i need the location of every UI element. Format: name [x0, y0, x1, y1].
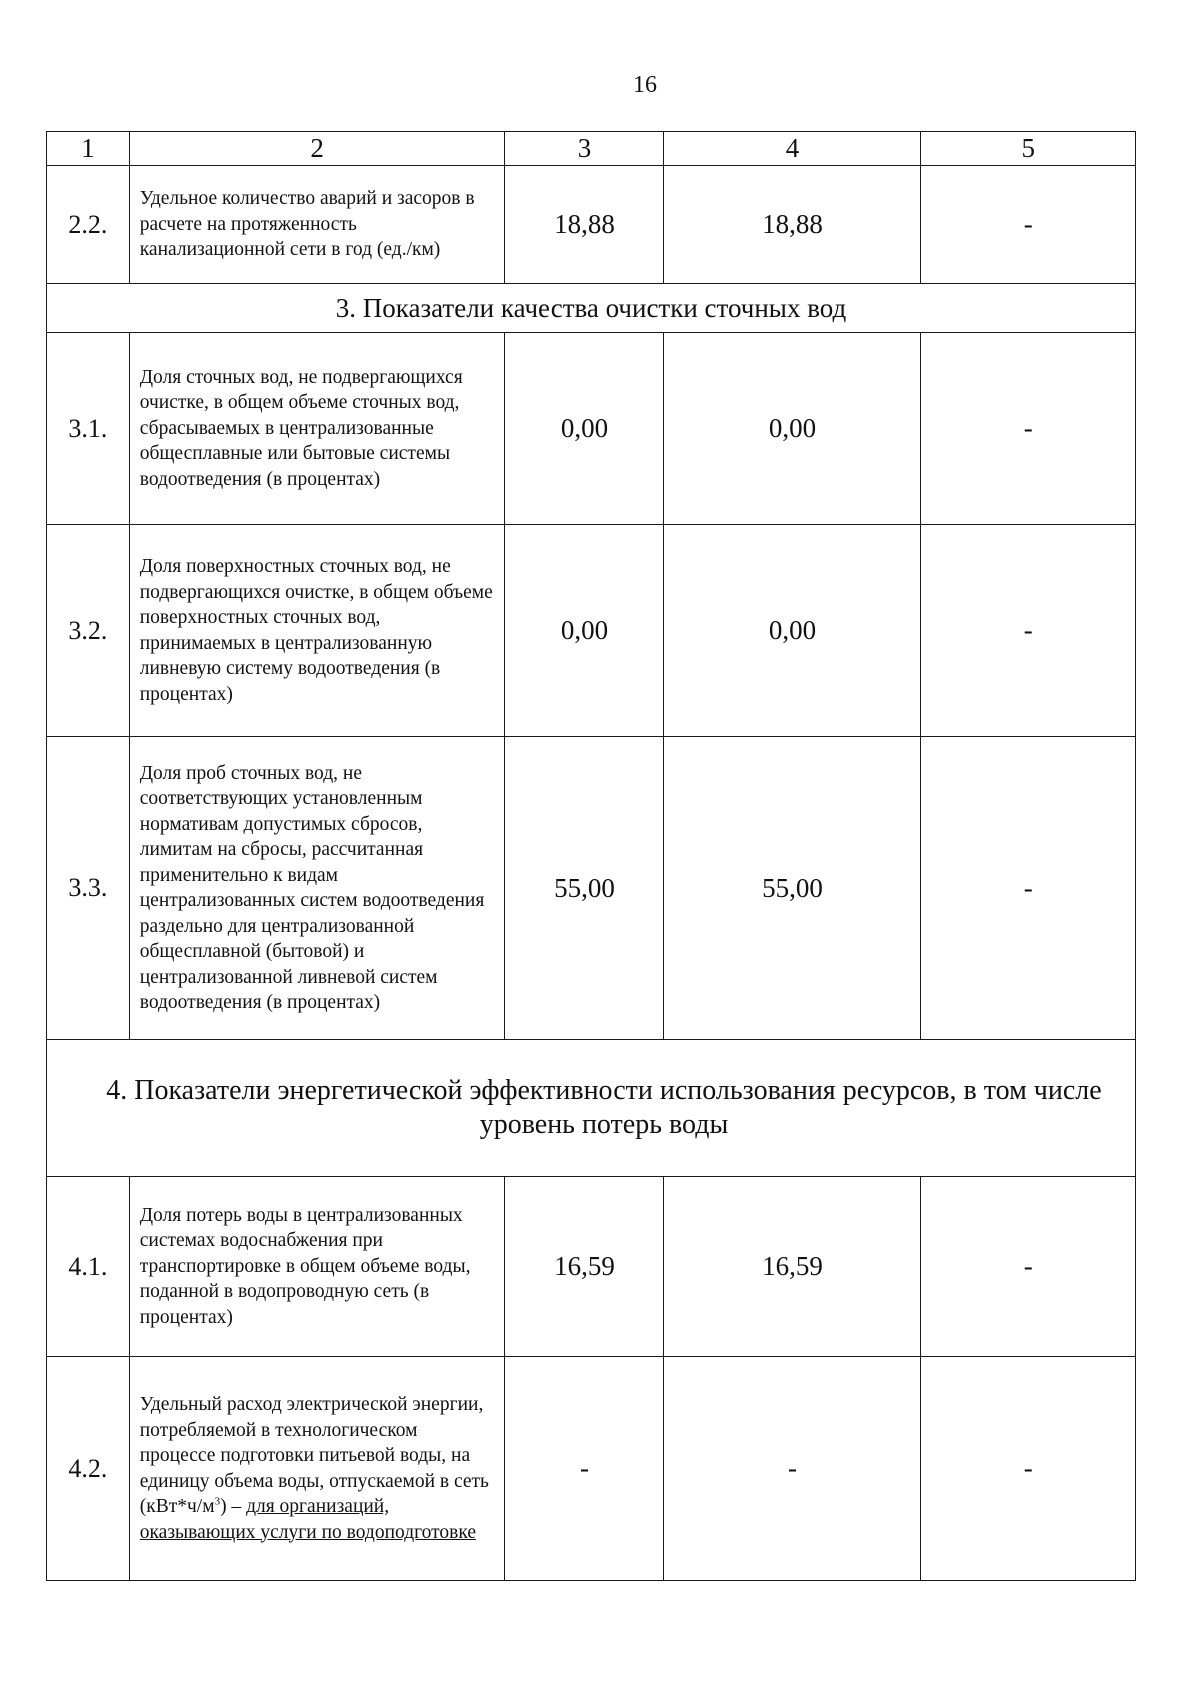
table-row: [47, 1177, 1136, 1357]
row-description: [129, 1357, 505, 1581]
table-row: [47, 333, 1136, 525]
row-value-col4: 0,00: [664, 333, 921, 525]
row-value-col3: 55,00: [505, 737, 664, 1040]
row-value-col4: 18,88: [664, 166, 921, 284]
column-header-1: 1: [47, 132, 130, 166]
section-title: 4. Показатели энергетической эффективности использования ресурсов, в том числе уровень потерь воды: [47, 1040, 1136, 1177]
row-description: Доля сточных вод, не подвергающихся очистке, в общем объеме сточных вод, сбрасываемых в централизованные общесплавные или бытовые системы водоотведения (в процентах): [129, 333, 505, 525]
section-row: [47, 284, 1136, 333]
row-value-col5: -: [921, 1357, 1136, 1581]
superscript: 3: [214, 1495, 221, 1508]
row-number: 4.2.: [47, 1357, 130, 1581]
row-description-underlined: для организаций, оказывающих услуги по водоподготовке: [139, 1496, 476, 1543]
row-value-col5: -: [921, 1177, 1136, 1357]
row-value-col5: -: [921, 166, 1136, 284]
row-value-col5: -: [921, 525, 1136, 737]
row-value-col5: -: [921, 333, 1136, 525]
row-description: Доля поверхностных сточных вод, не подвергающихся очистке, в общем объеме поверхностных сточных вод, принимаемых в централизованную ливневую систему водоотведения (в процентах): [129, 525, 505, 737]
row-number: 2.2.: [47, 166, 130, 284]
row-value-col3: 16,59: [505, 1177, 664, 1357]
row-value-col3: 0,00: [505, 525, 664, 737]
column-header-3: 3: [505, 132, 664, 166]
row-number: 3.3.: [47, 737, 130, 1040]
row-value-col4: 16,59: [664, 1177, 921, 1357]
row-number: 4.1.: [47, 1177, 130, 1357]
table-row: [47, 1357, 1136, 1581]
section-row: [47, 1040, 1136, 1177]
row-value-col4: 0,00: [664, 525, 921, 737]
row-value-col3: 0,00: [505, 333, 664, 525]
column-header-2: 2: [129, 132, 505, 166]
row-value-col4: -: [664, 1357, 921, 1581]
row-description-tail: ) –: [220, 1496, 247, 1517]
table-row: [47, 525, 1136, 737]
row-description: Удельное количество аварий и засоров в расчете на протяженность канализационной сети в год (ед./км): [129, 166, 505, 284]
column-header-4: 4: [664, 132, 921, 166]
table-row: [47, 737, 1136, 1040]
row-number: 3.2.: [47, 525, 130, 737]
section-title: 3. Показатели качества очистки сточных вод: [47, 284, 1136, 333]
indicators-table: [46, 131, 1136, 1581]
row-number: 3.1.: [47, 333, 130, 525]
page-number: 16: [633, 72, 657, 98]
row-description-text: Удельный расход электрической энергии, потребляемой в технологическом процессе подготовки питьевой воды, на единицу объема воды, отпускаемой в сеть (кВт*ч/м: [139, 1394, 489, 1517]
column-header-5: 5: [921, 132, 1136, 166]
row-value-col3: -: [505, 1357, 664, 1581]
column-header-row: [47, 132, 1136, 166]
row-value-col4: 55,00: [664, 737, 921, 1040]
row-description: Доля потерь воды в централизованных системах водоснабжения при транспортировке в общем объеме воды, поданной в водопроводную сеть (в процентах): [129, 1177, 505, 1357]
row-value-col3: 18,88: [505, 166, 664, 284]
row-description: Доля проб сточных вод, не соответствующих установленным нормативам допустимых сбросов, лимитам на сбросы, рассчитанная применительно к видам централизованных систем водоотведения раздельно для централизованной общесплавной (бытовой) и централизованной ливневой систем водоотведения (в процентах): [129, 737, 505, 1040]
table-row: [47, 166, 1136, 284]
row-value-col5: -: [921, 737, 1136, 1040]
